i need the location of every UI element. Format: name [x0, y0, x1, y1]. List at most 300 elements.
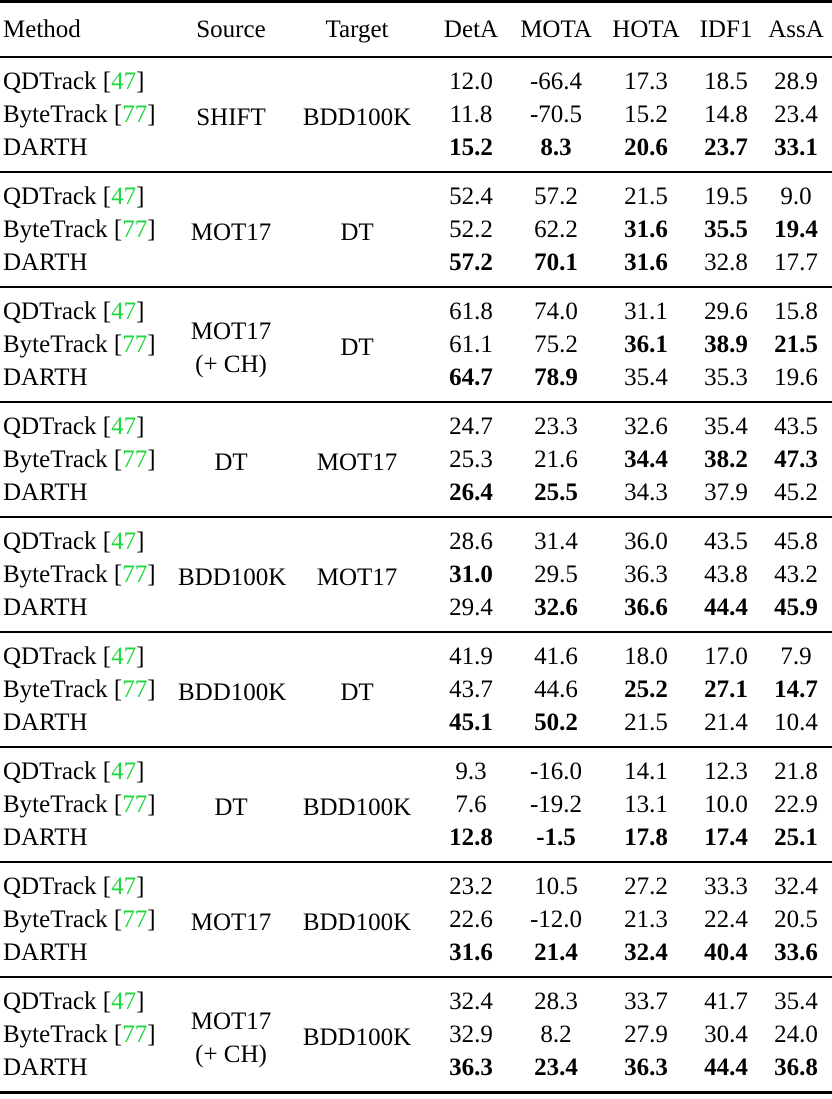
method-name: QDTrack: [3, 757, 97, 785]
value-cell: 36.8: [774, 1053, 818, 1081]
value-cell: 28.3: [534, 987, 578, 1015]
value-cell: 33.6: [774, 938, 818, 966]
source-cell: DT: [214, 794, 248, 821]
method-name: ByteTrack: [3, 905, 108, 933]
value-cell: 70.1: [534, 248, 578, 276]
method-cell: [0, 246, 178, 287]
value-cell: 9.3: [455, 757, 487, 785]
value-cell: 25.5: [534, 478, 578, 506]
value-cell: 25.1: [774, 823, 818, 851]
value-cell: 43.2: [774, 560, 818, 588]
value-cell: 57.2: [534, 182, 578, 210]
citation-bracket: ]: [136, 67, 145, 95]
citation-link[interactable]: [103, 68, 145, 95]
value-cell: 11.8: [449, 100, 493, 128]
result-group: [0, 287, 832, 402]
value-cell: 24.0: [774, 1020, 818, 1048]
citation-number: 77: [122, 905, 148, 933]
value-cell: 23.2: [449, 872, 493, 900]
value-cell: 34.4: [624, 445, 668, 473]
citation-bracket: [: [102, 872, 112, 900]
value-cell: 24.7: [449, 412, 493, 440]
method-name: ByteTrack: [3, 445, 108, 473]
value-cell: 31.6: [624, 248, 668, 276]
method-cell: [0, 361, 178, 402]
value-cell: 30.4: [704, 1020, 748, 1048]
citation-link[interactable]: [114, 1021, 156, 1048]
value-cell: 36.6: [624, 593, 668, 621]
citation-bracket: ]: [147, 445, 156, 473]
method-name: DARTH: [3, 363, 88, 391]
value-cell: 41.6: [534, 642, 578, 670]
citation-link[interactable]: [114, 676, 156, 703]
source-cell: MOT17: [190, 219, 272, 246]
citation-link[interactable]: [114, 216, 156, 243]
value-cell: 26.4: [449, 478, 493, 506]
result-group: [0, 57, 832, 172]
source-cell: DT: [214, 449, 248, 476]
value-cell: -1.5: [536, 823, 576, 851]
citation-number: 47: [111, 642, 137, 670]
value-cell: 21.5: [624, 708, 668, 736]
method-cell: [0, 591, 178, 632]
result-group: [0, 172, 832, 287]
value-cell: 36.3: [624, 560, 668, 588]
value-cell: 13.1: [624, 790, 668, 818]
value-cell: 74.0: [534, 297, 578, 325]
method-cell: [0, 1018, 178, 1051]
citation-link[interactable]: [114, 446, 156, 473]
method-name: ByteTrack: [3, 675, 108, 703]
method-cell: [0, 673, 178, 706]
method-name: ByteTrack: [3, 790, 108, 818]
method-cell: [0, 287, 178, 328]
source-line: MOT17: [190, 317, 272, 345]
value-cell: 45.1: [449, 708, 493, 736]
value-cell: 27.2: [624, 872, 668, 900]
value-cell: 50.2: [534, 708, 578, 736]
value-cell: 38.2: [704, 445, 748, 473]
citation-number: 47: [111, 872, 137, 900]
source-cell: SHIFT: [196, 104, 266, 131]
value-cell: -19.2: [529, 790, 583, 818]
value-cell: 32.4: [774, 872, 818, 900]
method-name: DARTH: [3, 478, 88, 506]
value-cell: 7.9: [780, 642, 812, 670]
citation-bracket: [: [113, 100, 123, 128]
value-cell: 75.2: [534, 330, 578, 358]
citation-bracket: [: [113, 215, 123, 243]
citation-number: 47: [111, 182, 137, 210]
citation-bracket: [: [113, 445, 123, 473]
value-cell: 78.9: [534, 363, 578, 391]
method-name: ByteTrack: [3, 215, 108, 243]
citation-number: 47: [111, 757, 137, 785]
citation-bracket: [: [102, 67, 112, 95]
value-cell: 45.9: [774, 593, 818, 621]
value-cell: 20.6: [624, 133, 668, 161]
value-cell: 17.8: [624, 823, 668, 851]
value-cell: 21.5: [624, 182, 668, 210]
citation-bracket: [: [102, 987, 112, 1015]
target-cell: BDD100K: [302, 1024, 412, 1051]
value-cell: 29.6: [704, 297, 748, 325]
value-cell: 25.2: [624, 675, 668, 703]
value-cell: 35.4: [624, 363, 668, 391]
value-cell: 41.9: [449, 642, 493, 670]
citation-number: 77: [122, 675, 148, 703]
value-cell: 43.5: [704, 527, 748, 555]
method-name: QDTrack: [3, 297, 97, 325]
citation-link[interactable]: [103, 298, 145, 325]
value-cell: 32.6: [534, 593, 578, 621]
method-cell: [0, 936, 178, 977]
method-cell: [0, 57, 178, 98]
value-cell: 29.5: [534, 560, 578, 588]
method-name: DARTH: [3, 708, 88, 736]
citation-link[interactable]: [114, 101, 156, 128]
citation-bracket: ]: [136, 642, 145, 670]
citation-bracket: [: [113, 1020, 123, 1048]
citation-number: 77: [122, 330, 148, 358]
value-cell: 32.6: [624, 412, 668, 440]
value-cell: 33.1: [774, 133, 818, 161]
value-cell: 9.0: [780, 182, 812, 210]
column-header-idf1: IDF1: [699, 15, 753, 43]
header-row: [0, 2, 832, 57]
citation-bracket: ]: [147, 560, 156, 588]
value-cell: 32.9: [449, 1020, 493, 1048]
citation-bracket: ]: [147, 215, 156, 243]
value-cell: 14.1: [624, 757, 668, 785]
value-cell: 17.3: [624, 67, 668, 95]
citation-number: 47: [111, 527, 137, 555]
method-name: DARTH: [3, 248, 88, 276]
source-cell: BDD100K: [178, 679, 287, 706]
value-cell: 23.4: [534, 1053, 578, 1081]
table-row: [0, 632, 832, 673]
value-cell: 43.5: [774, 412, 818, 440]
table-row: [0, 977, 832, 1018]
value-cell: 36.1: [624, 330, 668, 358]
source-cell: [178, 287, 284, 402]
method-name: QDTrack: [3, 67, 97, 95]
citation-link[interactable]: [114, 561, 156, 588]
value-cell: 21.3: [624, 905, 668, 933]
value-cell: 32.8: [704, 248, 748, 276]
value-cell: 17.0: [704, 642, 748, 670]
value-cell: 22.9: [774, 790, 818, 818]
value-cell: 31.6: [449, 938, 493, 966]
table-row: [0, 57, 832, 98]
method-cell: [0, 172, 178, 213]
citation-number: 77: [122, 560, 148, 588]
value-cell: 10.0: [704, 790, 748, 818]
value-cell: 31.0: [449, 560, 493, 588]
value-cell: 10.4: [774, 708, 818, 736]
value-cell: 22.4: [704, 905, 748, 933]
citation-bracket: [: [113, 790, 123, 818]
citation-link[interactable]: [103, 643, 145, 670]
value-cell: 14.8: [704, 100, 748, 128]
table-row: [0, 747, 832, 788]
method-name: DARTH: [3, 1053, 88, 1081]
column-header-source: Source: [196, 15, 266, 43]
citation-bracket: ]: [136, 872, 145, 900]
value-cell: 15.2: [449, 133, 493, 161]
citation-link[interactable]: [103, 528, 145, 555]
result-group: [0, 517, 832, 632]
method-cell: [0, 788, 178, 821]
citation-number: 47: [111, 67, 137, 95]
method-cell: [0, 632, 178, 673]
citation-bracket: ]: [147, 905, 156, 933]
method-cell: [0, 213, 178, 246]
method-name: DARTH: [3, 938, 88, 966]
value-cell: 12.0: [449, 67, 493, 95]
citation-bracket: [: [113, 905, 123, 933]
value-cell: 31.6: [624, 215, 668, 243]
citation-bracket: ]: [147, 790, 156, 818]
value-cell: 38.9: [704, 330, 748, 358]
value-cell: 36.3: [449, 1053, 493, 1081]
citation-number: 47: [111, 987, 137, 1015]
value-cell: 36.0: [624, 527, 668, 555]
value-cell: 23.7: [704, 133, 748, 161]
value-cell: 21.8: [774, 757, 818, 785]
value-cell: 23.4: [774, 100, 818, 128]
citation-number: 77: [122, 100, 148, 128]
method-name: ByteTrack: [3, 560, 108, 588]
citation-bracket: ]: [136, 297, 145, 325]
value-cell: 27.9: [624, 1020, 668, 1048]
method-name: QDTrack: [3, 872, 97, 900]
citation-number: 47: [111, 297, 137, 325]
value-cell: 41.7: [704, 987, 748, 1015]
method-cell: [0, 977, 178, 1018]
source-line: MOT17: [190, 1007, 272, 1035]
citation-link[interactable]: [114, 791, 156, 818]
value-cell: 17.4: [704, 823, 748, 851]
value-cell: 35.5: [704, 215, 748, 243]
column-header-target: Target: [325, 15, 389, 43]
citation-bracket: ]: [136, 527, 145, 555]
result-group: [0, 862, 832, 977]
target-cell: BDD100K: [302, 794, 412, 821]
value-cell: 32.4: [449, 987, 493, 1015]
citation-number: 77: [122, 445, 148, 473]
source-line: (+ CH): [195, 350, 267, 378]
value-cell: 12.8: [449, 823, 493, 851]
value-cell: 64.7: [449, 363, 493, 391]
citation-link[interactable]: [103, 413, 145, 440]
value-cell: 12.3: [704, 757, 748, 785]
method-name: ByteTrack: [3, 100, 108, 128]
value-cell: 19.5: [704, 182, 748, 210]
method-cell: [0, 821, 178, 862]
value-cell: 8.3: [540, 133, 572, 161]
citation-link[interactable]: [114, 331, 156, 358]
method-name: ByteTrack: [3, 1020, 108, 1048]
value-cell: 25.3: [449, 445, 493, 473]
value-cell: -70.5: [529, 100, 583, 128]
value-cell: 21.6: [534, 445, 578, 473]
value-cell: 45.8: [774, 527, 818, 555]
citation-number: 77: [122, 1020, 148, 1048]
value-cell: 35.3: [704, 363, 748, 391]
value-cell: 10.5: [534, 872, 578, 900]
citation-link[interactable]: [103, 183, 145, 210]
table-row: [0, 287, 832, 328]
value-cell: 28.6: [449, 527, 493, 555]
target-cell: DT: [340, 679, 374, 706]
method-cell: [0, 862, 178, 903]
column-header-mota: MOTA: [520, 15, 592, 43]
citation-bracket: ]: [147, 1020, 156, 1048]
method-cell: [0, 1051, 178, 1093]
value-cell: 44.4: [704, 1053, 748, 1081]
method-cell: [0, 517, 178, 558]
value-cell: 36.3: [624, 1053, 668, 1081]
value-cell: 47.3: [774, 445, 818, 473]
value-cell: 34.3: [624, 478, 668, 506]
value-cell: 57.2: [449, 248, 493, 276]
method-cell: [0, 98, 178, 131]
value-cell: 33.3: [704, 872, 748, 900]
value-cell: 18.0: [624, 642, 668, 670]
citation-bracket: ]: [147, 100, 156, 128]
citation-bracket: ]: [147, 330, 156, 358]
value-cell: 35.4: [704, 412, 748, 440]
method-name: ByteTrack: [3, 330, 108, 358]
value-cell: 21.4: [534, 938, 578, 966]
citation-link[interactable]: [103, 873, 145, 900]
value-cell: 37.9: [704, 478, 748, 506]
method-name: QDTrack: [3, 642, 97, 670]
value-cell: 7.6: [455, 790, 487, 818]
value-cell: 35.4: [774, 987, 818, 1015]
value-cell: 33.7: [624, 987, 668, 1015]
value-cell: 40.4: [704, 938, 748, 966]
citation-number: 77: [122, 215, 148, 243]
citation-bracket: [: [102, 642, 112, 670]
result-group: [0, 977, 832, 1093]
citation-bracket: ]: [136, 757, 145, 785]
value-cell: 43.8: [704, 560, 748, 588]
citation-bracket: [: [102, 297, 112, 325]
table-row: [0, 172, 832, 213]
value-cell: 31.1: [624, 297, 668, 325]
method-cell: [0, 476, 178, 517]
value-cell: 14.7: [774, 675, 818, 703]
target-cell: DT: [340, 219, 374, 246]
method-cell: [0, 328, 178, 361]
method-cell: [0, 443, 178, 476]
value-cell: 23.3: [534, 412, 578, 440]
value-cell: 45.2: [774, 478, 818, 506]
value-cell: 61.1: [449, 330, 493, 358]
source-line: (+ CH): [195, 1040, 267, 1068]
column-header-deta: DetA: [443, 15, 499, 43]
citation-bracket: ]: [136, 412, 145, 440]
value-cell: 27.1: [704, 675, 748, 703]
target-cell: MOT17: [316, 564, 398, 591]
citation-number: 77: [122, 790, 148, 818]
value-cell: 61.8: [449, 297, 493, 325]
value-cell: 32.4: [624, 938, 668, 966]
method-cell: [0, 747, 178, 788]
citation-bracket: ]: [147, 675, 156, 703]
value-cell: 44.6: [534, 675, 578, 703]
table-row: [0, 862, 832, 903]
method-cell: [0, 706, 178, 747]
method-name: DARTH: [3, 823, 88, 851]
citation-bracket: [: [102, 412, 112, 440]
target-cell: BDD100K: [302, 909, 412, 936]
value-cell: -12.0: [529, 905, 583, 933]
column-header-assa: AssA: [768, 15, 824, 43]
method-cell: [0, 558, 178, 591]
value-cell: 19.6: [774, 363, 818, 391]
value-cell: 21.4: [704, 708, 748, 736]
citation-link[interactable]: [103, 758, 145, 785]
result-group: [0, 632, 832, 747]
table-row: [0, 402, 832, 443]
value-cell: 29.4: [449, 593, 493, 621]
target-cell: BDD100K: [302, 104, 412, 131]
citation-bracket: ]: [136, 987, 145, 1015]
method-cell: [0, 131, 178, 172]
citation-bracket: [: [102, 757, 112, 785]
value-cell: 8.2: [540, 1020, 572, 1048]
table-row: [0, 517, 832, 558]
method-name: DARTH: [3, 133, 88, 161]
value-cell: 18.5: [704, 67, 748, 95]
source-cell: [178, 977, 284, 1093]
value-cell: -66.4: [529, 67, 583, 95]
value-cell: 62.2: [534, 215, 578, 243]
citation-bracket: [: [113, 560, 123, 588]
citation-bracket: [: [113, 675, 123, 703]
value-cell: 28.9: [774, 67, 818, 95]
citation-bracket: ]: [136, 182, 145, 210]
value-cell: 15.8: [774, 297, 818, 325]
citation-bracket: [: [113, 330, 123, 358]
result-group: [0, 402, 832, 517]
target-cell: DT: [340, 334, 374, 361]
method-name: QDTrack: [3, 182, 97, 210]
method-name: QDTrack: [3, 527, 97, 555]
citation-link[interactable]: [103, 988, 145, 1015]
value-cell: 19.4: [774, 215, 818, 243]
method-name: QDTrack: [3, 412, 97, 440]
column-header-hota: HOTA: [612, 15, 680, 43]
citation-bracket: [: [102, 527, 112, 555]
method-cell: [0, 402, 178, 443]
value-cell: 20.5: [774, 905, 818, 933]
value-cell: 52.4: [449, 182, 493, 210]
table-header: [0, 2, 832, 57]
source-cell: BDD100K: [178, 564, 287, 591]
value-cell: 44.4: [704, 593, 748, 621]
value-cell: 21.5: [774, 330, 818, 358]
citation-bracket: [: [102, 182, 112, 210]
method-cell: [0, 903, 178, 936]
method-name: QDTrack: [3, 987, 97, 1015]
value-cell: 31.4: [534, 527, 578, 555]
target-cell: MOT17: [316, 449, 398, 476]
citation-link[interactable]: [114, 906, 156, 933]
